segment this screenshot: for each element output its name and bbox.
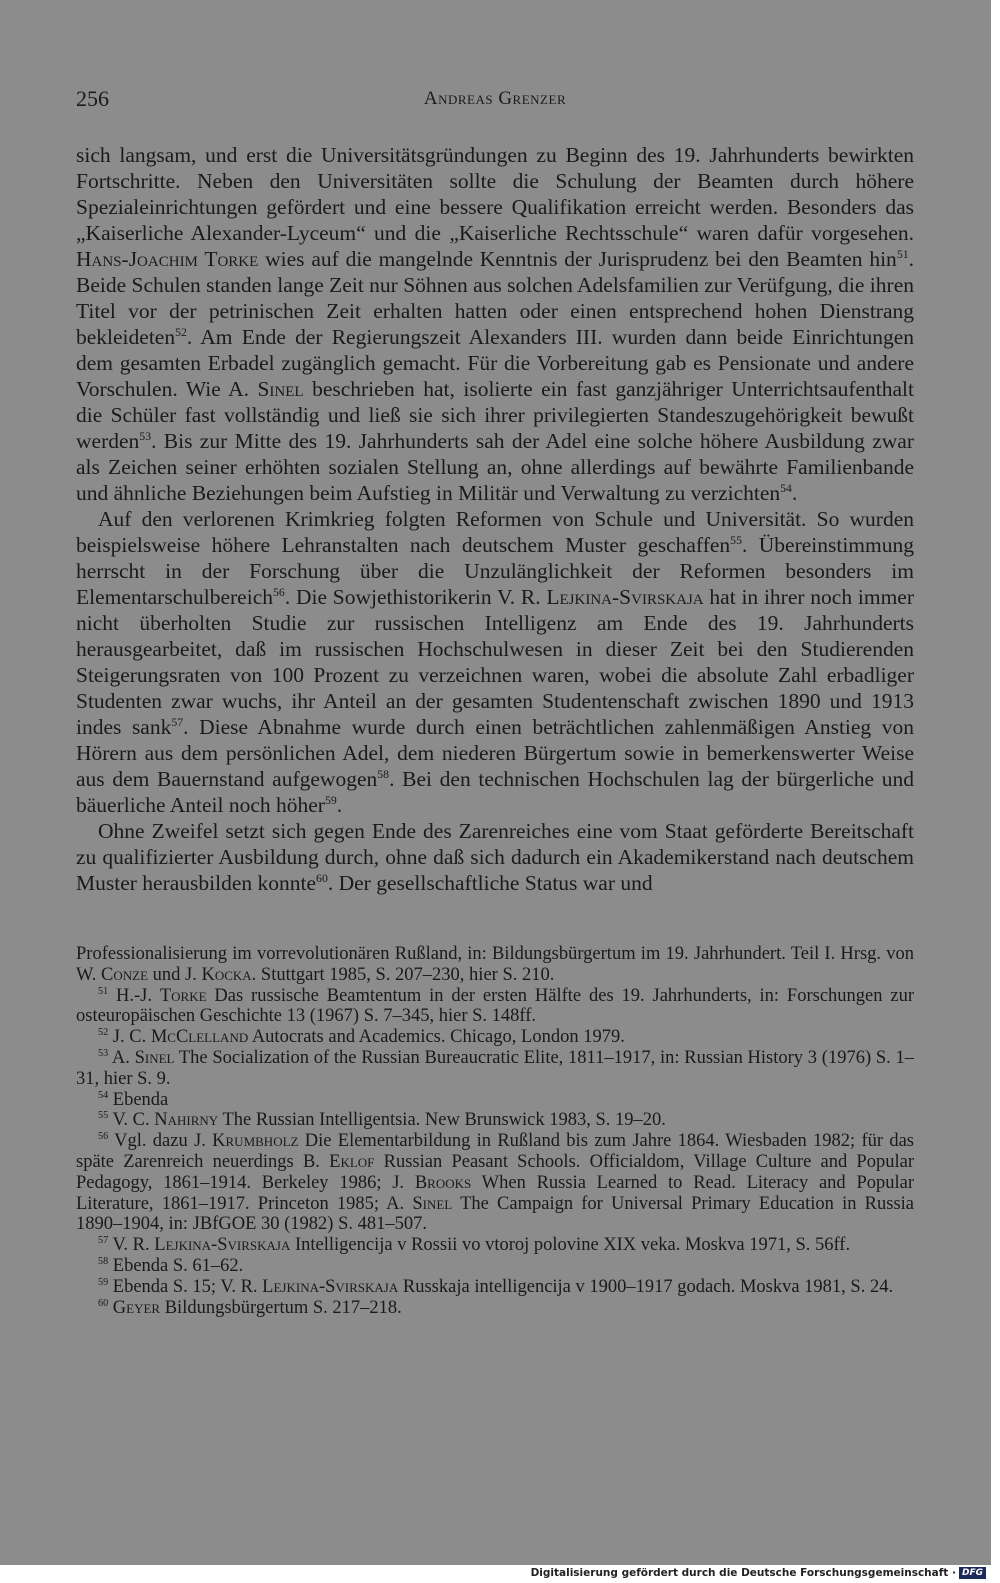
text-span: The Campaign for Universal Primary Education in Russia 1890–1904, in: JBfGOE 30 (1982) S. 481–507. [76, 1193, 915, 1235]
footnote-59 [76, 1277, 914, 1298]
digitization-footer [531, 1567, 986, 1579]
author-name: Sinel [412, 1193, 453, 1214]
footnote-54 [76, 1090, 914, 1111]
author-name: Lejkina-Svirskaja [262, 1276, 399, 1297]
footnote-number: 53 [98, 1047, 109, 1059]
footnote-number: 59 [98, 1276, 109, 1288]
paragraph-1 [76, 142, 914, 506]
footnote-ref: 51 [896, 246, 909, 261]
text-span: wies auf die mangelnde Kenntnis der Jurisprudenz bei den Beamten hin [258, 247, 897, 271]
text-span: H.-J. [108, 985, 160, 1006]
text-span: Professionalisierung im vorrevolutionären Rußland, in: Bildungsbürgertum im 19. Jahrhundert. Teil I. Hrsg. von W. [76, 944, 914, 985]
author-name: Sinel [134, 1047, 175, 1068]
text-span: . Bis zur Mitte des 19. Jahrhunderts sah der Adel eine solche höhere Ausbildung zwar als Zeichen seiner erhöhten sozialen Stellung an, ohne allerdings auf bewährte Familienbande und ähnliche Beziehungen beim Aufstieg in Militär und Verwaltung zu verzichten [76, 429, 914, 505]
footnote-number: 52 [98, 1027, 109, 1039]
text-span: . [791, 481, 798, 505]
text-span: hat in ihrer noch immer nicht überholten Studie zur russischen Intelligenz am Ende des 19. Jahrhunderts herausgearbeitet, daß im russischen Hochschulwesen in dieser Zeit bei den Studierenden Steigerungsraten von 100 Prozent zu verzeichnen waren, wobei die absolute Zahl erbadliger Studenten zwar wuchs, ihr Anteil an der gesamten Studentenschaft zwischen 1890 und 1913 indes sank [76, 585, 914, 739]
body-text [76, 142, 914, 896]
text-span: . Bei den technischen Hochschulen lag der bürgerliche und bäuerliche Anteil noch höher [76, 767, 914, 817]
text-span: . Die Sowjethistorikerin V. R. [284, 585, 547, 609]
text-span: J. C. [108, 1027, 151, 1048]
footnote-ref: 55 [730, 532, 742, 547]
text-span: Russian Peasant Schools. Officialdom, Village Culture and Popular Pedagogy, 1861–1914. Berkeley 1986; J. [76, 1151, 914, 1193]
author-name: Lejkina-Svirskaja [546, 585, 704, 609]
footnote-53 [76, 1048, 914, 1090]
footnote-60 [76, 1298, 914, 1319]
text-span: Intelligencija v Rossii vo vtoroj polovine XIX veka. Moskva 1971, S. 56ff. [290, 1235, 851, 1256]
text-span: . Beide Schulen standen lange Zeit nur Söhnen aus solchen Adelsfamilien zur Verüfgung, die ihren Titel vor der petrinischen Zeit erhalten hatten oder einen entsprechend hohen Dienstrang bekleideten [76, 247, 914, 349]
text-span: . Diese Abnahme wurde durch einen beträchtlichen zahlenmäßigen Anstieg von Hörern aus dem persönlichen Adel, dem niederen Bürgertum sowie in bemerkenswerter Weise aus dem Bauernstand aufgewogen [76, 715, 914, 791]
text-span: Ebenda S. 61–62. [108, 1255, 244, 1276]
text-span: . Der gesellschaftliche Status war und [327, 871, 653, 895]
author-name: Torke [159, 985, 207, 1006]
text-span: The Russian Intelligentsia. New Brunswick 1983, S. 19–20. [218, 1110, 666, 1131]
footnote-57 [76, 1235, 914, 1256]
footnote-number: 60 [98, 1297, 109, 1309]
footnote-number: 54 [98, 1089, 109, 1101]
footnote-51 [76, 986, 914, 1028]
text-span: . [336, 793, 343, 817]
text-span: Russkaja intelligencija v 1900–1917 godach. Moskva 1981, S. 24. [398, 1276, 894, 1297]
text-span: Autocrats and Academics. Chicago, London 1979. [248, 1027, 625, 1048]
running-head: Andreas Grenzer [423, 88, 567, 109]
text-span: Ohne Zweifel setzt sich gegen Ende des Zarenreiches eine vom Staat geförderte Bereitschaft zu qualifizierter Ausbildung durch, ohne daß sich dadurch ein Akademikerstand nach deutschem Muster herausbilden konnte [76, 819, 914, 895]
dfg-logo-icon: DFG [959, 1567, 986, 1579]
footnote-ref: 59 [324, 792, 337, 807]
text-span: . Übereinstimmung herrscht in der Forschung über die Unzulänglichkeit der Reformen besonders im Elementarschulbereich [76, 533, 915, 609]
footnote-55 [76, 1110, 914, 1131]
footnote-number: 58 [98, 1255, 109, 1267]
text-span: Auf den verlorenen Krimkrieg folgten Reformen von Schule und Universität. So wurden beispielsweise höhere Lehranstalten nach deutschem Muster geschaffen [76, 507, 914, 557]
footnote-number: 55 [98, 1110, 109, 1122]
text-span: V. C. [108, 1110, 155, 1131]
text-span: When Russia Learned to Read. Literacy and Popular Literature, 1861–1917. Princeton 1985; A. [76, 1172, 914, 1214]
text-span: A. [108, 1047, 135, 1068]
footnotes [76, 944, 914, 1318]
author-name: Lejkina-Svirskaja [154, 1235, 291, 1256]
text-span: Ebenda [108, 1089, 169, 1110]
footnote-ref: 57 [171, 714, 184, 729]
author-name: Kocka [201, 964, 252, 985]
text-span: und J. [148, 964, 202, 985]
author-name: Hans-Joachim Torke [76, 247, 259, 271]
footnote-56 [76, 1131, 914, 1235]
footer-text: Digitalisierung gefördert durch die Deutsche Forschungsgemeinschaft · [530, 1567, 956, 1579]
footnote-ref: 60 [316, 870, 328, 885]
author-name: Eklof [329, 1151, 375, 1172]
text-span: Die Elementarbildung in Rußland bis zum Jahre 1864. Wiesbaden 1982; für das späte Zarenreich neuerdings B. [76, 1131, 914, 1172]
page-number: 256 [76, 86, 109, 111]
text-span: . Am Ende der Regierungszeit Alexanders III. wurden dann beide Einrichtungen dem gesamten Erbadel zugänglich gemacht. Für die Vorbereitung gab es Pensionate und andere Vorschulen. Wie A. [76, 325, 914, 401]
author-name: Conze [101, 964, 149, 985]
author-name: Geyer [112, 1297, 161, 1318]
text-span: V. R. [108, 1235, 155, 1256]
footnote-ref: 52 [175, 324, 187, 339]
text-span: Bildungsbürgertum S. 217–218. [160, 1297, 402, 1318]
footnote-ref: 56 [273, 584, 285, 599]
footnote-58 [76, 1256, 914, 1277]
footnote-ref: 54 [780, 480, 792, 495]
footnote-52 [76, 1027, 914, 1048]
footnote-ref: 58 [377, 766, 390, 781]
footnote-ref: 53 [139, 428, 152, 443]
footnote-number: 51 [98, 985, 109, 997]
footnote-continuation [76, 944, 914, 986]
paragraph-3 [76, 818, 914, 896]
text-span: sich langsam, und erst die Universitätsgründungen zu Beginn des 19. Jahrhunderts bewirkten Fortschritte. Neben den Universitäten sollte die Schulung der Beamten durch höhere Spezialeinrichtungen gefördert und eine bessere Qualifikation erreicht werden. Besonders das „Kaiserliche Alexander-Lyceum“ und die „Kaiserliche Rechtsschule“ waren dafür vorgesehen. [76, 143, 914, 245]
author-name: Nahirny [154, 1110, 219, 1131]
text-span: beschrieben hat, isolierte ein fast ganzjähriger Unterrichtsaufenthalt die Schüler fast vollständig und ließ sie sich ihrer privilegierten Standeszugehörigkeit bewußt werden [76, 377, 914, 453]
page-header [76, 86, 914, 116]
author-name: Krumbholz [212, 1131, 299, 1152]
text-span: . Stuttgart 1985, S. 207–230, hier S. 210. [251, 964, 555, 985]
footnote-number: 56 [98, 1131, 109, 1143]
author-name: Sinel [257, 377, 304, 401]
author-name: Brooks [414, 1172, 472, 1193]
text-span: Das russische Beamtentum in der ersten Hälfte des 19. Jahrhunderts, in: Forschungen zur osteuropäischen Geschichte 13 (1967) S. 7–345, hier S. 148ff. [76, 985, 914, 1027]
footnote-number: 57 [98, 1235, 109, 1246]
author-name: McClelland [150, 1027, 249, 1048]
text-span: Vgl. dazu J. [108, 1131, 213, 1152]
paragraph-2 [76, 506, 914, 818]
text-span: Ebenda S. 15; V. R. [108, 1276, 263, 1297]
text-span: The Socialization of the Russian Bureaucratic Elite, 1811–1917, in: Russian History 3 (1976) S. 1–31, hier S. 9. [76, 1047, 914, 1089]
